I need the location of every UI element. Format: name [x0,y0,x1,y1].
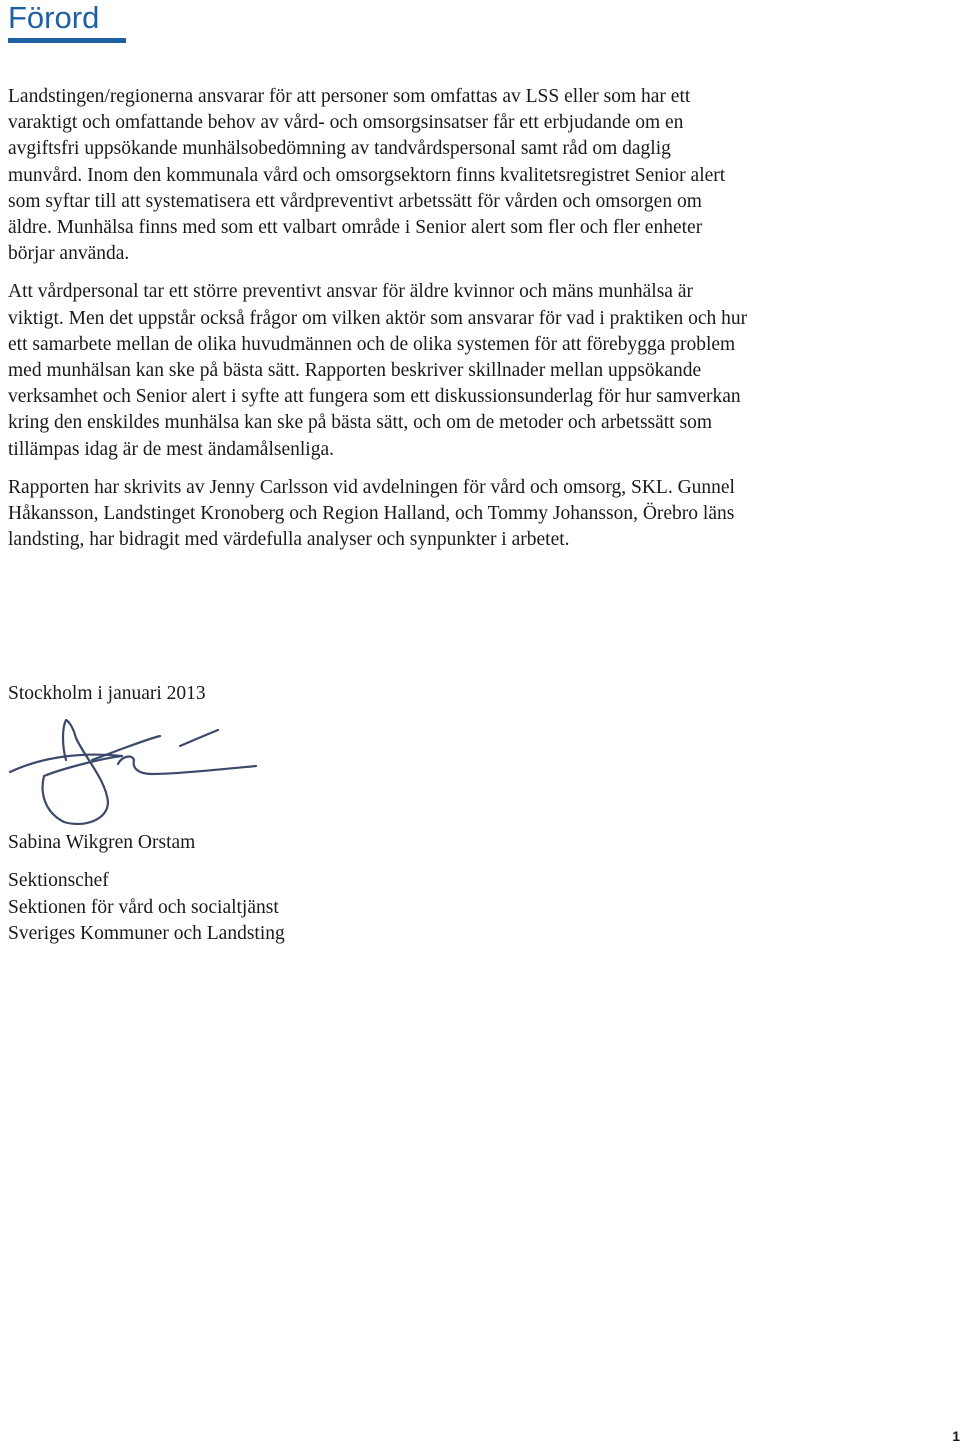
paragraph-2: Att vårdpersonal tar ett större preventivt ansvar för äldre kvinnor och mäns munhälsa är viktigt. Men det uppstår också frågor om vilken aktör som ansvarar för vad i praktiken och hur ett samarbete mellan de olika huvudmännen och de olika systemen för att förebygga problem med munhälsan kan ske på bästa sätt. Rapporten beskriver skillnader mellan uppsökande verksamhet och Senior alert i syfte att fungera som ett diskussionsunderlag för hur samverkan kring den enskildes munhälsa kan ske på bästa sätt, och om de metoder och arbetssätt som tillämpas idag är de mest ändamålsenliga. [8,281,748,460]
signer-name: Sabina Wikgren Orstam [8,832,196,853]
paragraph-1: Landstingen/regionerna ansvarar för att personer som omfattas av LSS eller som har ett varaktigt och omfattande behov av vård- och omsorgsinsatser får ett erbjudande om en avgiftsfri uppsökande munhälsobedömning av tandvårdspersonal samt råd om daglig munvård. Inom den kommunala vård och omsorgsektorn finns kvalitetsregistret Senior alert som syftar till att systematisera ett vårdpreventivt arbetssätt för vården och omsorgen om äldre. Munhälsa finns med som ett valbart område i Senior alert som fler och fler enheter börjar använda. [8,86,726,265]
title-underline [8,38,126,43]
page-number: 1 [952,1428,960,1444]
handwritten-signature [4,716,258,828]
signer-organization: Sveriges Kommuner och Landsting [8,923,285,944]
signer-details [8,868,285,948]
signer-department: Sektionen för vård och socialtjänst [8,896,279,918]
paragraph-3: Rapporten har skrivits av Jenny Carlsson vid avdelningen för vård och omsorg, SKL. Gunnel Håkansson, Landstinget Kronoberg och Region Halland, och Tommy Johansson, Örebro läns landsting, har bidragit med värdefulla analyser och synpunkter i arbetet. [8,476,735,551]
document-body [8,84,748,553]
place-date: Stockholm i januari 2013 [8,683,206,704]
signer-title: Sektionschef [8,870,109,891]
page-title: Förord [8,0,100,35]
